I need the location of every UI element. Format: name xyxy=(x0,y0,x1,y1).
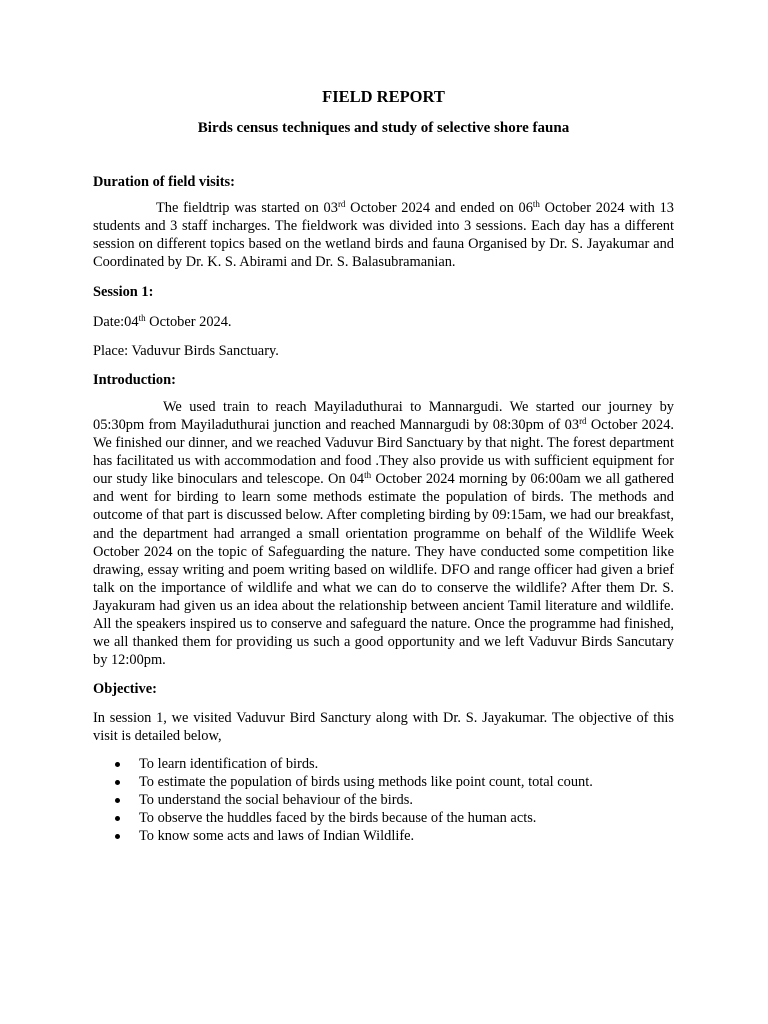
report-subtitle: Birds census techniques and study of selective shore fauna xyxy=(197,120,570,136)
introduction-text-1: We used train to reach Mayiladuthurai to Mannargudi. We started our journey by 05:30pm from Mayiladuthurai junction and reached Mannargudi by 08:30pm of 03 xyxy=(93,398,674,433)
list-item xyxy=(93,791,674,809)
report-title: FIELD REPORT xyxy=(322,87,445,106)
introduction-text-3: October 2024 morning by 06:00am we all gathered and went for birding to learn some methods estimate the population of birds. The methods and outcome of that part is discussed below. After completing birding by 09:15am, we had our breakfast, and the department had arranged a small orientation programme on behalf of the Wildlife Week October 2024 on the topic of Safeguarding the nature. They have conducted some competition like drawing, essay writing and poem writing based on wildlife. DFO and range officer had given a brief talk on the importance of wildlife and what we can do to conserve the wildlife? After them Dr. S. Jayakuram had given us an idea about the relationship between ancient Tamil literature and wildlife. All the speakers inspired us to conserve and safeguard the nature. Once the programme had finished, we all thanked them for providing us such a good opportunity and we left Vaduvur Birds Sancutary by 12:00pm. xyxy=(93,471,674,669)
list-item-text: To know some acts and laws of Indian Wildlife. xyxy=(139,827,415,844)
session-date xyxy=(93,313,674,331)
duration-heading: Duration of field visits: xyxy=(93,174,235,190)
list-item xyxy=(93,827,674,845)
objective-intro: In session 1, we visited Vaduvur Bird Sanctury along with Dr. S. Jayakumar. The objective of this visit is detailed below, xyxy=(93,710,674,745)
bullet-icon xyxy=(115,834,120,839)
list-item-text: To understand the social behaviour of the birds. xyxy=(139,791,413,808)
duration-sup-2: th xyxy=(532,199,540,210)
introduction-sup-1: rd xyxy=(579,416,587,426)
session-place: Place: Vaduvur Birds Sanctuary. xyxy=(93,342,279,359)
list-item xyxy=(93,809,674,827)
bullet-icon xyxy=(115,780,120,785)
bullet-icon xyxy=(115,762,120,767)
introduction-text-2: October 2024. We finished our dinner, and we reached Vaduvur Bird Sanctuary by that night. The forest department has facilitated us with accommodation and food .They also provide us with sufficient equipment for our study like binoculars and telescope. On 04 xyxy=(93,416,674,488)
list-item xyxy=(93,773,674,791)
bullet-icon xyxy=(115,798,120,803)
list-item xyxy=(93,755,674,773)
list-item-text: To observe the huddles faced by the birds because of the human acts. xyxy=(139,809,537,826)
introduction-paragraph xyxy=(93,398,674,669)
session-heading: Session 1: xyxy=(93,284,154,301)
list-item-text: To learn identification of birds. xyxy=(139,755,319,772)
duration-text-2: October 2024 and ended on 06 xyxy=(345,200,533,217)
session-date-sup: th xyxy=(138,312,146,323)
bullet-icon xyxy=(115,816,120,821)
session-date-suffix: October 2024. xyxy=(145,313,232,330)
introduction-sup-2: th xyxy=(364,470,372,481)
duration-text-1: The fieldtrip was started on 03 xyxy=(156,200,338,217)
duration-paragraph xyxy=(93,199,674,271)
list-item-text: To estimate the population of birds using methods like point count, total count. xyxy=(139,773,593,790)
objective-list xyxy=(93,755,674,845)
duration-sup-1: rd xyxy=(337,199,346,210)
objective-heading: Objective: xyxy=(93,681,157,698)
document-body xyxy=(93,86,674,845)
introduction-heading: Introduction: xyxy=(93,371,176,388)
session-date-prefix: Date:04 xyxy=(93,313,139,330)
duration-text-3: October 2024 with 13 students and 3 staff incharges. The fieldwork was divided into 3 sessions. Each day has a different session on different topics based on the wetland birds and fauna Organised by Dr. S. Jayakumar and Coordinated by Dr. K. S. Abirami and Dr. S. Balasubramanian. xyxy=(93,200,674,271)
